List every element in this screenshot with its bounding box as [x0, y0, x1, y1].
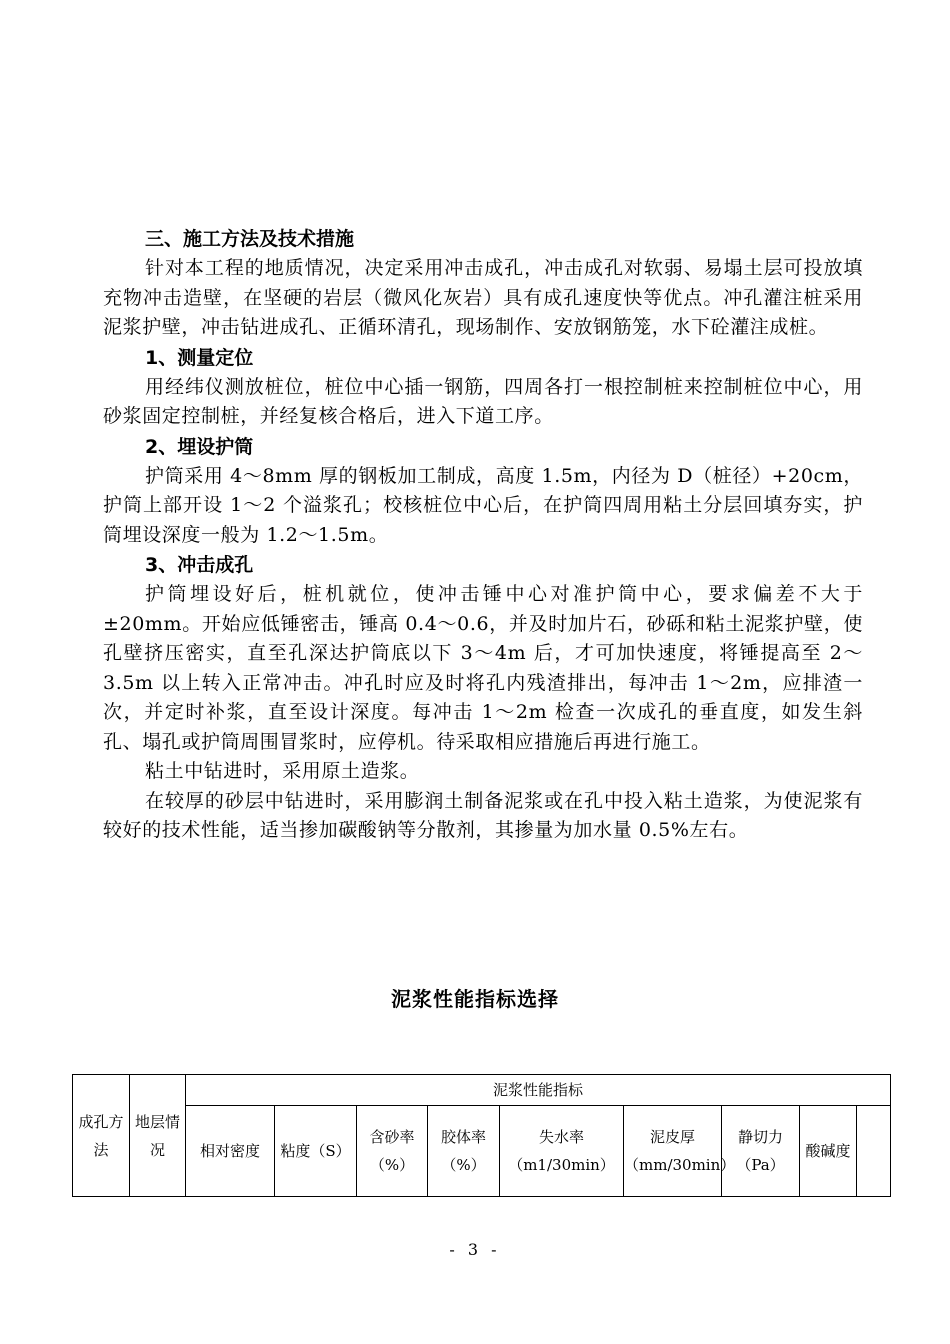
subsection-heading-casing: 2、埋设护筒	[145, 435, 254, 458]
section-intro: 针对本工程的地质情况，决定采用冲击成孔，冲击成孔对软弱、易塌土层可投放填充物冲击造壁，在坚硬的岩层（微风化灰岩）具有成孔速度快等优点。冲孔灌注桩采用泥浆护壁，冲击钻进成孔、正循环清孔，现场制作、安放钢筋笼，水下砼灌注成桩。	[103, 257, 863, 338]
subsection-body-drilling: 护筒埋设好后，桩机就位，使冲击锤中心对准护筒中心，要求偏差不大于±20mm。开始应低锤密击，锤高 0.4～0.6，并及时加片石，砂砾和粘土泥浆护壁，使孔壁挤压密实，直至孔深达护筒底以下 3～4m 后，才可加快速度，将锤提高至 2～3.5m 以上转入正常冲击。冲孔时应及时将孔内残渣排出，每冲击 1～2m，应排渣一次，并定时补浆，直至设计深度。每冲击 1～2m 检查一次成孔的垂直度，如发生斜孔、塌孔或护筒周围冒浆时，应停机。待采取相应措施后再进行施工。	[103, 583, 863, 753]
subsection-heading-survey: 1、测量定位	[145, 346, 254, 369]
header-filter-cake: 泥皮厚（mm/30min）	[624, 1106, 722, 1197]
header-sand-content: 含砂率（%）	[357, 1106, 428, 1197]
header-stratum: 地层情况	[130, 1075, 186, 1197]
subsection-heading-drilling: 3、冲击成孔	[145, 554, 254, 576]
header-mud-indicators: 泥浆性能指标	[186, 1075, 891, 1106]
subsection-body-survey: 用经纬仪测放桩位，桩位中心插一钢筋，四周各打一根控制桩来控制桩位中心，用砂浆固定控制桩，并经复核合格后，进入下道工序。	[103, 375, 863, 427]
subsection-body-casing: 护筒采用 4～8mm 厚的钢板加工制成，高度 1.5m，内径为 D（桩径）+20cm，护筒上部开设 1～2 个溢浆孔；校核桩位中心后，在护筒四周用粘土分层回填夯实，护筒埋设深度一般为 1.2～1.5m。	[103, 464, 863, 546]
document-body	[103, 224, 863, 846]
subsection-body-clay: 粘土中钻进时，采用原土造浆。	[145, 760, 420, 782]
table-title: 泥浆性能指标选择	[391, 987, 559, 1011]
header-colloid-rate: 胶体率（%）	[428, 1106, 500, 1197]
subsection-body-sand: 在较厚的砂层中钻进时，采用膨润土制备泥浆或在孔中投入粘土造浆，为使泥浆有较好的技术性能，适当掺加碳酸钠等分散剂，其掺量为加水量 0.5%左右。	[103, 789, 863, 841]
page-number: - 3 -	[449, 1240, 501, 1259]
header-static-shear: 静切力（Pa）	[722, 1106, 800, 1197]
mud-properties-table	[72, 1074, 891, 1197]
header-method: 成孔方法	[73, 1075, 130, 1197]
section-heading: 三、施工方法及技术措施	[145, 228, 355, 250]
header-empty	[857, 1106, 891, 1197]
header-ph: 酸碱度	[800, 1106, 857, 1197]
header-water-loss: 失水率（m1/30min）	[500, 1106, 624, 1197]
header-relative-density: 相对密度	[186, 1106, 275, 1197]
header-viscosity: 粘度（S）	[275, 1106, 357, 1197]
